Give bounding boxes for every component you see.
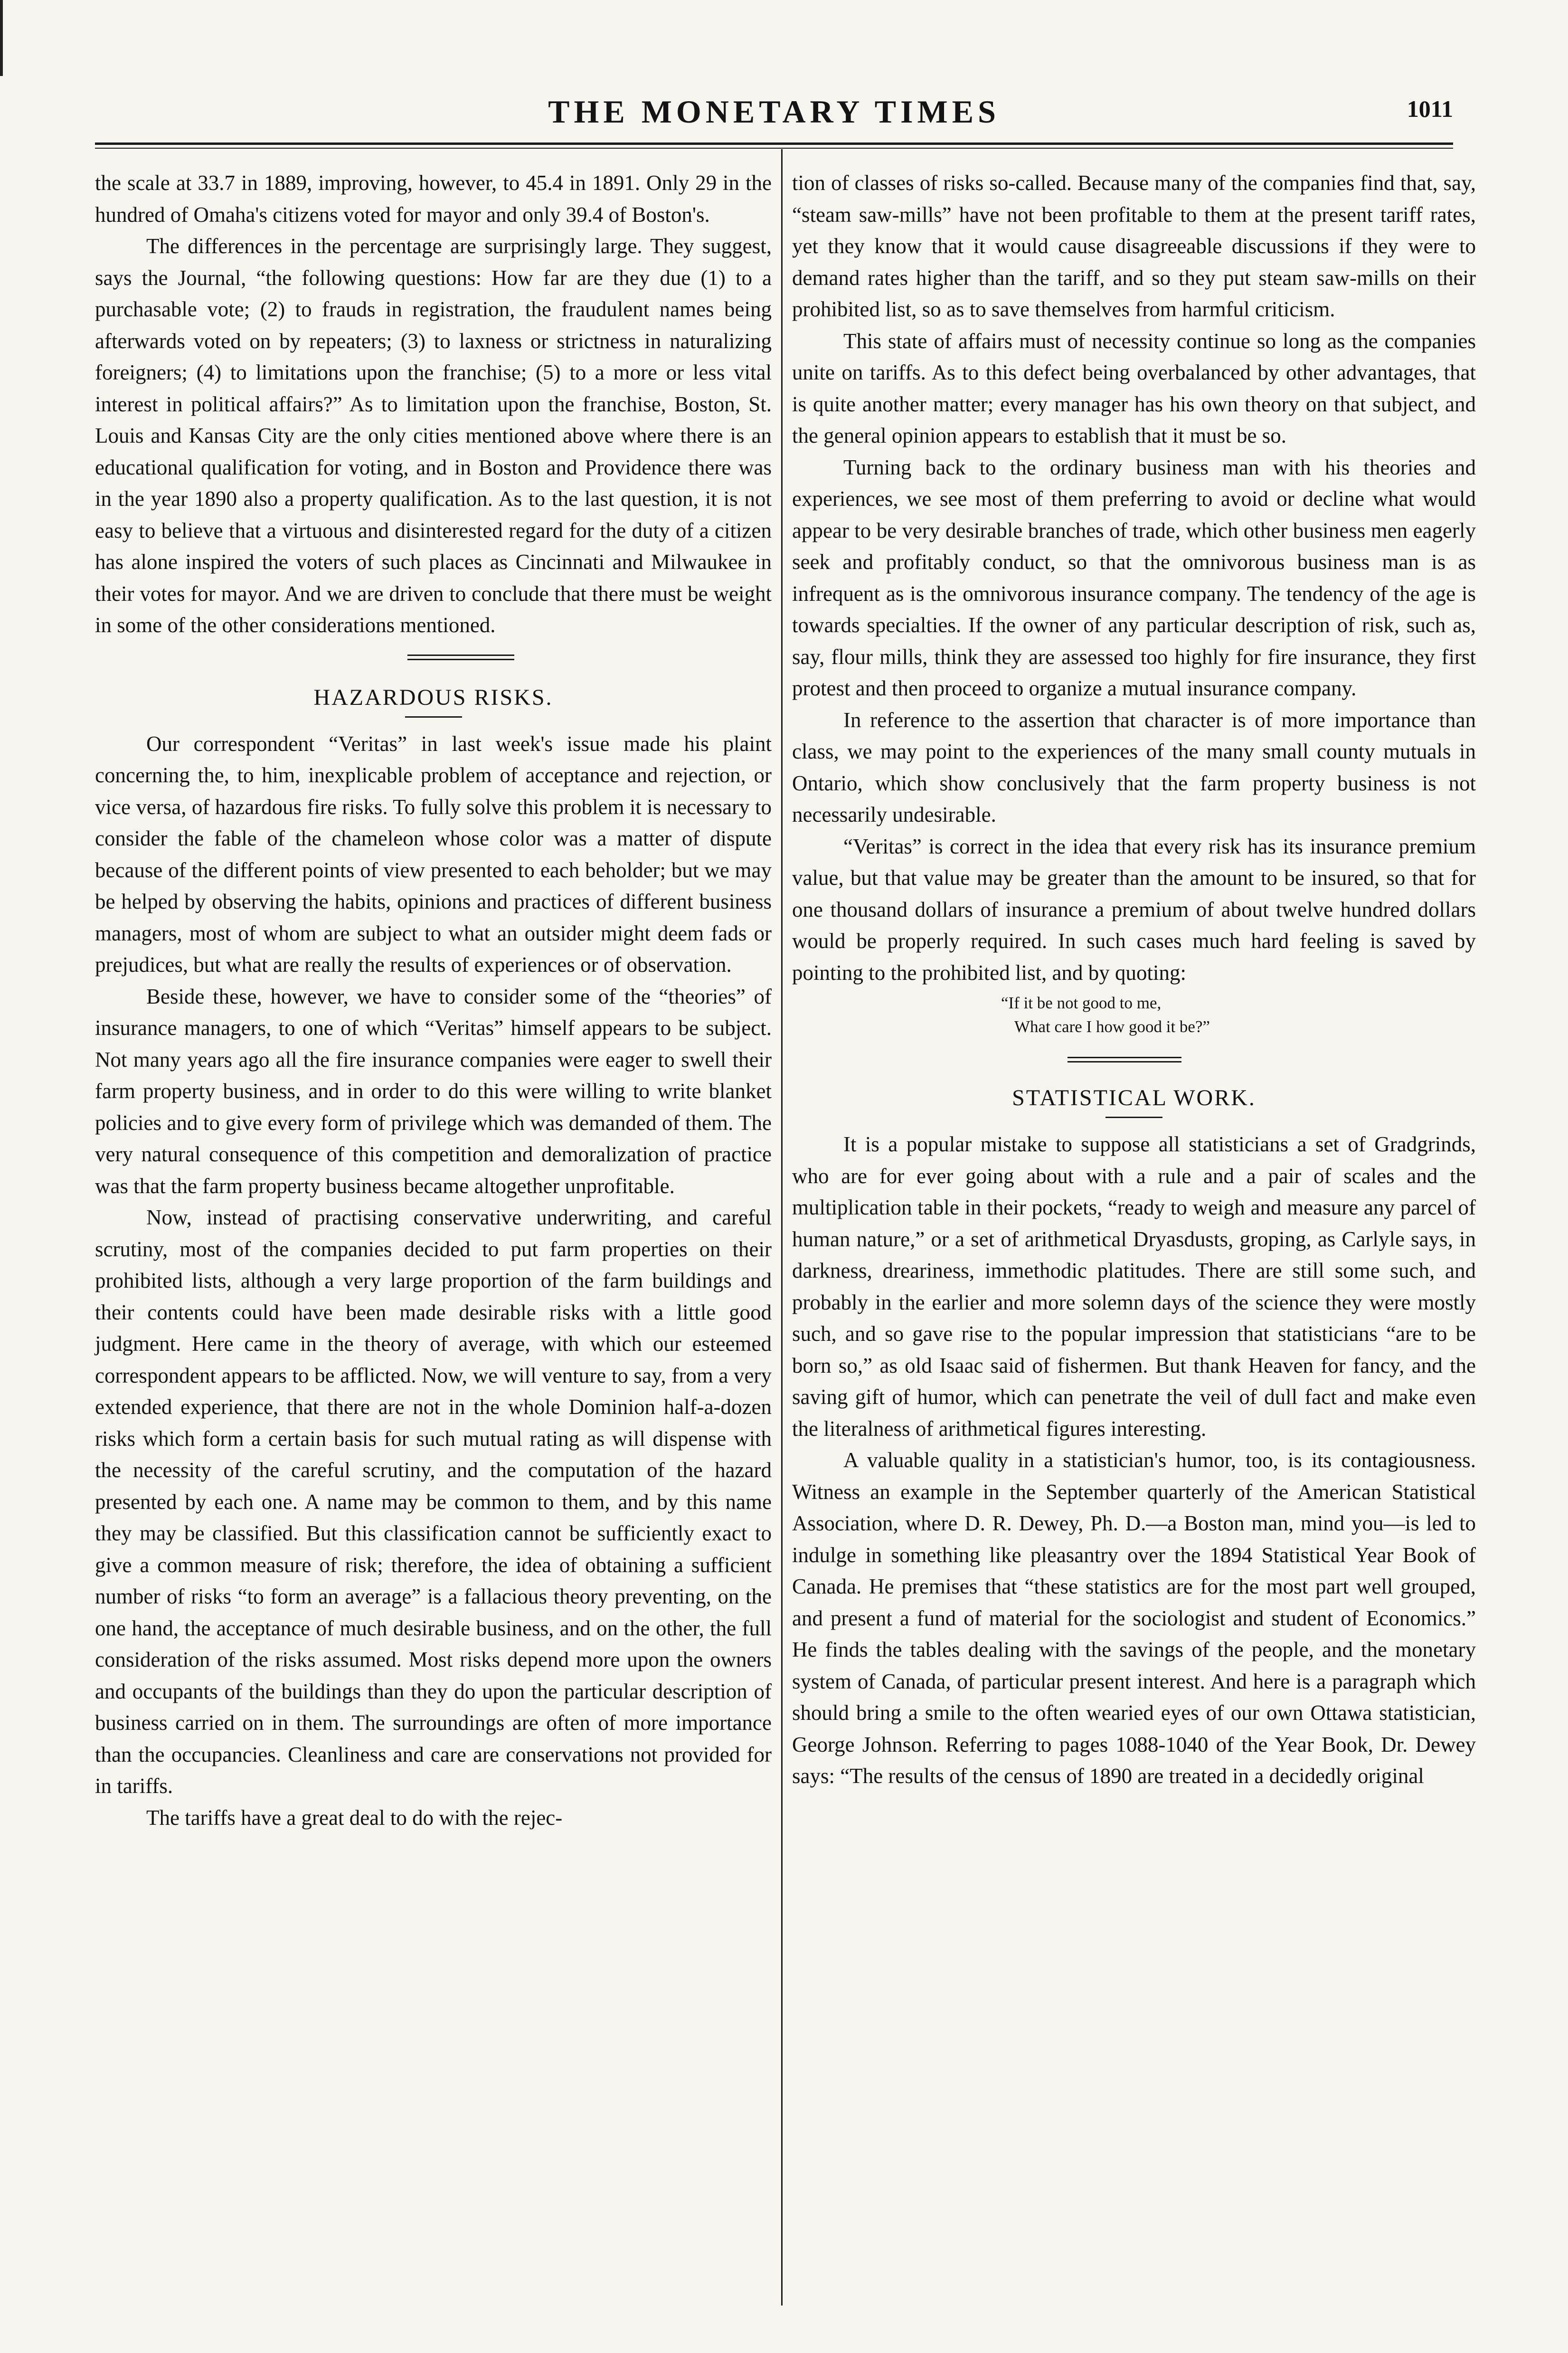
header-rule — [95, 142, 1453, 145]
right-paragraph-6: It is a popular mistake to suppose all statisticians a set of Gradgrinds, who are for ever going about with a rule and a pair of scales and the multiplication table in their pockets, “ready to weigh and measure any parcel of human nature,” or a set of arithmetical Dryasdusts, groping, as Carlyle says, in darkness, dreariness, immethodic platitudes. There are still some such, and probably in the earlier and more solemn days of the science they were mostly such, and so gave rise to the popular impression that statisticians “are to be born so,” as old Isaac said of fishermen. But thank Heaven for fancy, and the saving gift of humor, which can penetrate the veil of dull fact and make even the literalness of arithmetical figures interesting. — [792, 1132, 1476, 1441]
right-paragraph-3: Turning back to the ordinary business man with his theories and experiences, we see most of them preferring to avoid or decline what would appear to be very desirable branches of trade, which other business men eagerly seek and profitably conduct, so that the omnivorous business man is as infrequent as is the omnivorous insurance company. The tendency of the age is towards specialties. If the owner of any particular description of risk, such as, say, flour mills, think they are assessed too highly for fire insurance, they first protest and then proceed to organize a mutual insurance company. — [792, 455, 1476, 700]
right-paragraph-1: tion of classes of risks so-called. Because many of the companies find that, say, “steam saw-mills” have not been profitable to them at the present tariff rates, yet they know that it would cause disagreeable discussions if they were to demand rates higher than the tariff, and so they put steam saw-mills on their prohibited list, so as to save themselves from harmful criticism. — [792, 171, 1476, 321]
left-paragraph-1: the scale at 33.7 in 1889, improving, however, to 45.4 in 1891. Only 29 in the hundred of Omaha's citizens voted for mayor and only 39.4 of Boston's. — [95, 171, 772, 227]
right-paragraph-7: A valuable quality in a statistician's humor, too, is its contagiousness. Witness an example in the September quarterly of the American Statistical Association, where D. R. Dewey, Ph. D.—a Boston man, mind you—is led to indulge in something like pleasantry over the 1894 Statistical Year Book of Canada. He premises that “these statistics are for the most part well grouped, and present a fund of material for the sociologist and student of Economics.” He finds the tables dealing with the savings of the people, and the monetary system of Canada, of particular present interest. And here is a paragraph which should bring a smile to the often wearied eyes of our own Ottawa statistician, George Johnson. Referring to pages 1088-1040 of the Year Book, Dr. Dewey says: “The results of the census of 1890 are treated in a decidedly original — [792, 1448, 1476, 1788]
publication-title: THE MONETARY TIMES — [548, 94, 1000, 130]
heading-rule — [405, 716, 462, 718]
section-separator-right — [792, 1041, 1476, 1079]
heading-hazardous-risks: HAZARDOUS RISKS. — [313, 684, 553, 710]
heading-rule-right — [1105, 1117, 1162, 1118]
right-paragraph-4: In reference to the assertion that character is of more importance than class, we may point to the experiences of the many small county mutuals in Ontario, which show conclusively that the farm property business is not necessarily undesirable. — [792, 708, 1476, 826]
left-paragraph-4: Beside these, however, we have to consider some of the “theories” of insurance managers, to one of which “Veritas” himself appears to be subject. Not many years ago all the fire insurance companies were eager to swell their farm property business, and in order to do this were willing to write blanket policies and to give every form of privilege which was demanded of them. The very natural consequence of this competition and demoralization of practice was that the farm property business became altogether unprofitable. — [95, 984, 772, 1198]
left-paragraph-6: The tariffs have a great deal to do with the rejec- — [146, 1805, 563, 1830]
right-column — [792, 167, 1476, 1792]
header-rule-thin — [95, 148, 1453, 149]
right-paragraph-5: “Veritas” is correct in the idea that every risk has its insurance premium value, but that value may be greater than the amount to be insured, so that for one thousand dollars of insurance a premium of about twelve hundred dollars would be properly required. In such cases much hard feeling is saved by pointing to the prohibited list, and by quoting: — [792, 834, 1476, 985]
column-divider — [781, 149, 783, 2306]
left-paragraph-5: Now, instead of practising conservative underwriting, and careful scrutiny, most of the companies decided to put farm properties on their prohibited lists, although a very large proportion of the farm buildings and their contents could have been made desirable risks with a little good judgment. Here came in the theory of average, with which our esteemed correspondent appears to be afflicted. Now, we will venture to say, from a very extended experience, that there are not in the whole Dominion half-a-dozen risks which form a certain basis for such mutual rating as will dispense with the necessity of the careful scrutiny, and the computation of the hazard presented by each one. A name may be common to them, and by this name they may be classified. But this classification cannot be sufficiently exact to give a common measure of risk; therefore, the idea of obtaining a sufficient number of risks “to form an average” is a fallacious theory preventing, on the one hand, the acceptance of much desirable business, and on the other, the full consideration of the risks assumed. Most risks depend more upon the owners and occupants of the buildings than they do upon the particular description of business carried on in them. The surroundings are often of more importance than the occupancies. Cleanliness and care are conservations not provided for in tariffs. — [95, 1205, 772, 1798]
verse-line-2: What care I how good it be?” — [1014, 1017, 1210, 1036]
page-edge-mark — [0, 0, 3, 76]
masthead — [95, 93, 1453, 131]
left-paragraph-2: The differences in the percentage are surprisingly large. They suggest, says the Journal, “the following questions: How far are they due (1) to a purchasable vote; (2) to frauds in registration, the fraudulent names being afterwards voted on by repeaters; (3) to laxness or strictness in naturalizing foreigners; (4) to limitations upon the franchise; (5) to a more or less vital interest in political affairs?” As to limitation upon the franchise, Boston, St. Louis and Kansas City are the only cities mentioned above where there is an educational qualification for voting, and in Boston and Providence there was in the year 1890 also a property qualification. As to the last question, it is not easy to believe that a virtuous and disinterested regard for the duty of a citizen has alone inspired the voters of such places as Cincinnati and Milwaukee in their votes for mayor. And we are driven to conclude that there must be weight in some of the other considerations mentioned. — [95, 234, 772, 637]
page-number: 1011 — [1407, 95, 1453, 122]
left-paragraph-3: Our correspondent “Veritas” in last week's issue made his plaint concerning the, to him, inexplicable problem of acceptance and rejection, or vice versa, of hazardous fire risks. To fully solve this problem it is necessary to consider the fable of the chameleon whose color was a matter of dispute because of the different points of view presented to each beholder; but we may be helped by observing the habits, opinions and practices of different business managers, most of whom are subject to what an outsider might deem fads or prejudices, but what are really the results of experiences or of observation. — [95, 731, 772, 977]
verse-line-1: “If it be not good to me, — [1001, 994, 1162, 1012]
verse-quote — [1001, 991, 1476, 1039]
left-column — [95, 167, 772, 1833]
heading-statistical-work: STATISTICAL WORK. — [1012, 1085, 1256, 1110]
section-separator — [95, 641, 772, 678]
right-paragraph-2: This state of affairs must of necessity continue so long as the companies unite on tariffs. As to this defect being overbalanced by other advantages, that is quite another matter; every manager has his own theory on that subject, and the general opinion appears to establish that it must be so. — [792, 329, 1476, 447]
